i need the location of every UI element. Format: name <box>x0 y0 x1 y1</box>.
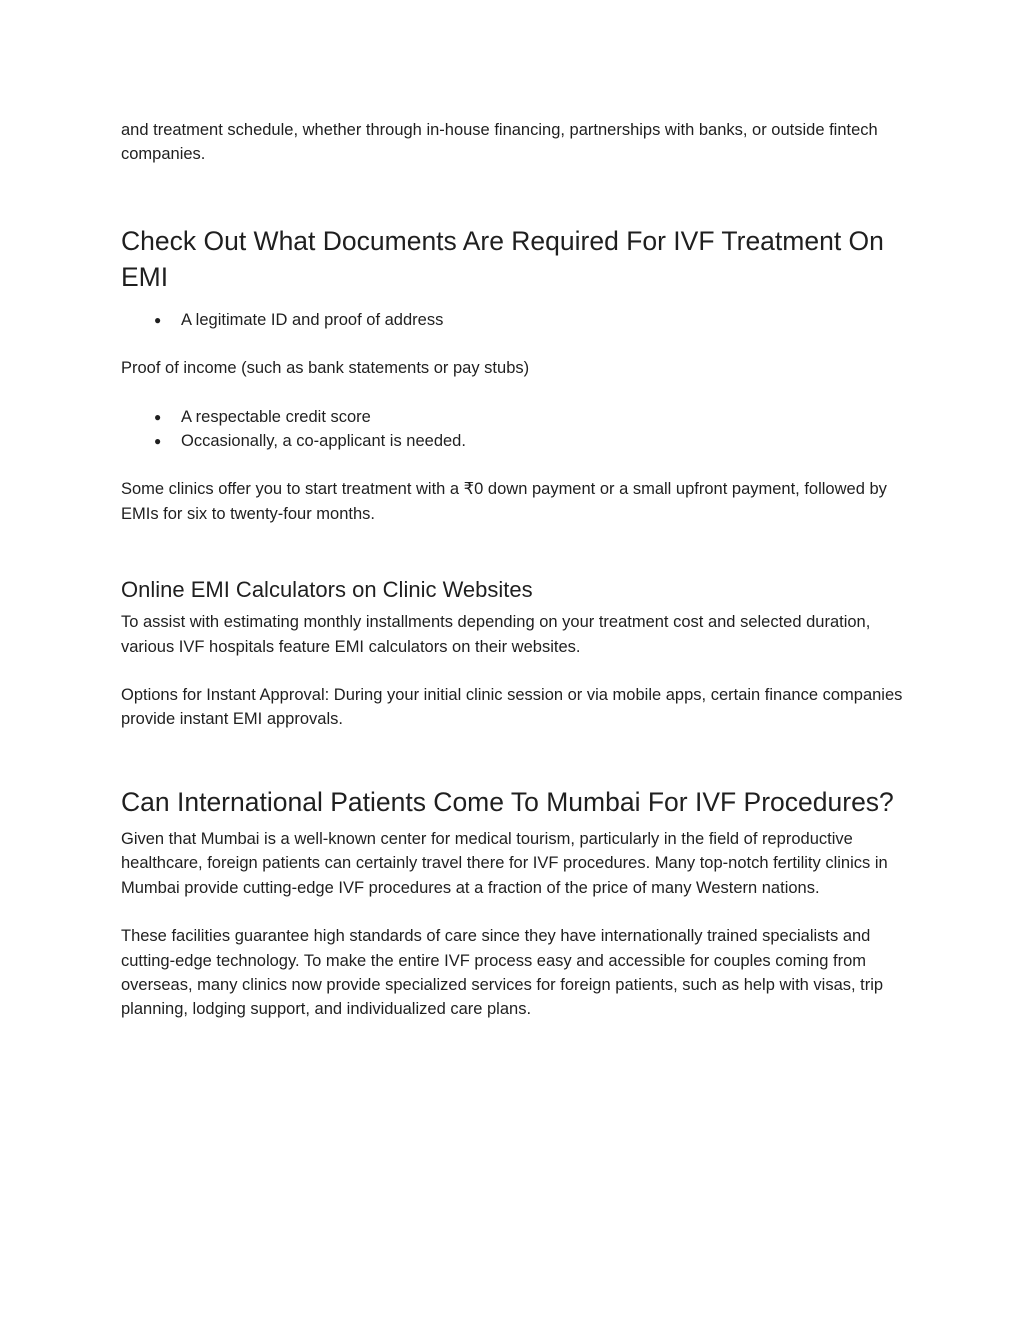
documents-list-1 <box>121 308 911 332</box>
bullet-icon: ● <box>154 409 162 424</box>
income-paragraph: Proof of income (such as bank statements or pay stubs) <box>121 359 530 378</box>
list-item: ● Occasionally, a co-applicant is needed. <box>121 429 911 453</box>
list-item: ● A respectable credit score <box>121 405 911 429</box>
calculator-heading: Online EMI Calculators on Clinic Websites <box>121 577 533 603</box>
bullet-icon: ● <box>154 312 162 327</box>
documents-list-2 <box>121 405 911 454</box>
list-item: ● A legitimate ID and proof of address <box>121 308 911 332</box>
down-payment-paragraph: Some clinics offer you to start treatment with a ₹0 down payment or a small upfront payment, followed by EMIs for six to twenty-four months. <box>121 480 887 523</box>
intro-paragraph: and treatment schedule, whether through in-house financing, partnerships with banks, or outside fintech companies. <box>121 121 878 164</box>
international-paragraph-2: These facilities guarantee high standards of care since they have internationally trained specialists and cutting-edge technology. To make the entire IVF process easy and accessible for couples coming from overseas, many clinics now provide specialized services for foreign patients, such as help with visas, trip planning, lodging support, and individualized care plans. <box>121 927 884 1019</box>
international-heading: Can International Patients Come To Mumbai For IVF Procedures? <box>121 786 894 817</box>
international-paragraph-1: Given that Mumbai is a well-known center for medical tourism, particularly in the field of reproductive healthcare, foreign patients can certainly travel there for IVF procedures. Many top-notch fertility clinics in Mumbai provide cutting-edge IVF procedures at a fraction of the price of many Western nations. <box>121 829 888 897</box>
documents-heading: Check Out What Documents Are Required For IVF Treatment On EMI <box>121 225 884 292</box>
document-page <box>121 118 911 1022</box>
calculator-paragraph: To assist with estimating monthly installments depending on your treatment cost and selected duration, various IVF hospitals feature EMI calculators on their websites. <box>121 613 871 656</box>
instant-approval-paragraph: Options for Instant Approval: During your initial clinic session or via mobile apps, certain finance companies provide instant EMI approvals. <box>121 686 903 729</box>
bullet-icon: ● <box>154 434 162 449</box>
